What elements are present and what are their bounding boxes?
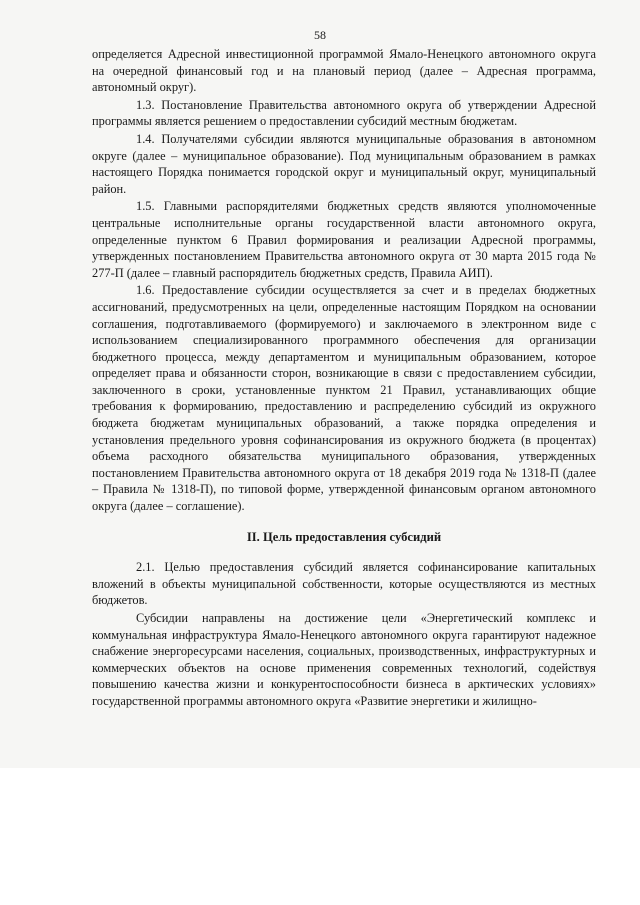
paragraph-2-1: 2.1. Целью предоставления субсидий является софинансирование капитальных вложений в объекты муниципальной собственности, которые осуществляются из местных бюджетов. [92, 560, 596, 608]
paragraph-subsidy-goal: Субсидии направлены на достижение цели «Энергетический комплекс и коммунальная инфраструктура Ямало-Ненецкого автономного округа гарантируют надежное снабжение энергоресурсами населения, социальных, производственных, инфраструктурных и коммерческих объектов на основе применения современных технологий, содействуя повышению качества жизни и конкурентоспособности бизнеса в арктических условиях» государственной программы автономного округа «Развитие энергетики и жилищно- [92, 611, 596, 708]
paragraph-1-6: 1.6. Предоставление субсидии осуществляется за счет и в пределах бюджетных ассигнований, предусмотренных на цели, определенные настоящим Порядком на основании соглашения, подготавливаемого (формируемого) и заключаемого в электронном виде с использованием специализированного программного обеспечения для организации бюджетного процесса, между департаментом и муниципальным образованием, которое определяет права и обязанности сторон, возникающие в связи с предоставлением субсидии, заключенного в сроки, установленные пунктом 21 Правил, устанавливающих общие требования к формированию, предоставлению и распределению субсидий из окружного бюджета бюджетам муниципальных образований, а также порядка определения и установления предельного уровня софинансирования из окружного бюджета (в процентах) объема расходного обязательства муниципального образования, утвержденных постановлением Правительства автономного округа от 18 декабря 2019 года № 1318-П (далее – Правила № 1318-П), по типовой форме, утвержденной финансовым органом автономного округа (далее – соглашение). [92, 283, 596, 514]
paragraph-1-3: 1.3. Постановление Правительства автономного округа об утверждении Адресной программы является решением о предоставлении субсидий местным бюджетам. [92, 97, 596, 129]
page-number: 58 [314, 28, 326, 42]
section-title: II. Цель предоставления субсидий [246, 529, 442, 544]
paragraph-1-5: 1.5. Главными распорядителями бюджетных средств являются уполномоченные центральные исполнительные органы государственной власти автономного округа, определенные пунктом 6 Правил формирования и реализации Адресной программы, утвержденных постановлением Правительства автономного округа от 30 марта 2015 года № 277-П (далее – главный распорядитель бюджетных средств, Правила АИП). [92, 199, 596, 280]
document-body [92, 46, 596, 711]
paragraph-continuation: определяется Адресной инвестиционной программой Ямало-Ненецкого автономного округа на очередной финансовый год и на плановый период (далее – Адресная программа, автономный округ). [92, 47, 596, 95]
paragraph-1-4: 1.4. Получателями субсидии являются муниципальные образования в автономном округе (далее – муниципальное образование). Под муниципальным образованием в рамках настоящего Порядка понимается городской округ и муниципальный округ, муниципальный район. [92, 131, 596, 196]
